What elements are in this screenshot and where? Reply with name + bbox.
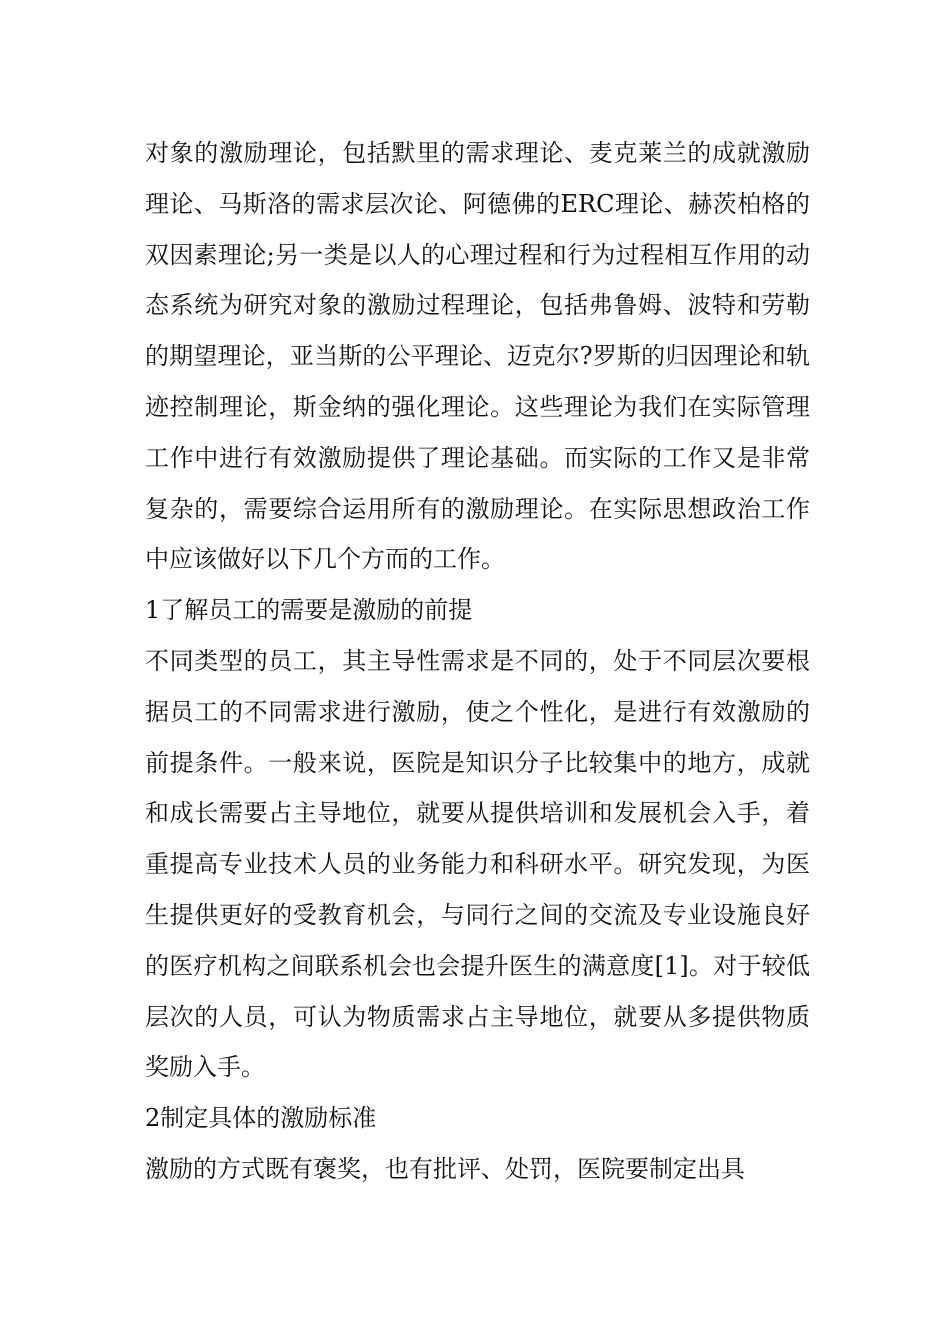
- section-heading-2: 2制定具体的激励标准: [145, 1104, 377, 1133]
- paragraph-incentive-standards: 激励的方式既有褒奖，也有批评、处罚，医院要制定出具: [145, 1154, 745, 1183]
- document-body: [145, 128, 810, 1195]
- paragraph-employee-needs: 不同类型的员工，其主导性需求是不同的，处于不同层次要根据员工的不同需求进行激励，使之个性化，是进行有效激励的前提条件。一般来说，医院是知识分子比较集中的地方，成就和成长需要占主导地位，就要从提供培训和发展机会入手，着重提高专业技术人员的业务能力和科研水平。研究发现，为医生提供更好的受教育机会，与同行之间的交流及专业设施良好的医疗机构之间联系机会也会提升医生的满意度[1]。对于较低层次的人员，可认为物质需求占主导地位，就要从多提供物质奖励入手。: [145, 646, 810, 1082]
- paragraph-motivation-theories: 对象的激励理论，包括默里的需求理论、麦克莱兰的成就激励理论、马斯洛的需求层次论、阿德佛的ERC理论、赫茨柏格的双因素理论;另一类是以人的心理过程和行为过程相互作用的动态系统为研究对象的激励过程理论，包括弗鲁姆、波特和劳勒的期望理论，亚当斯的公平理论、迈克尔?罗斯的归因理论和轨迹控制理论，斯金纳的强化理论。这些理论为我们在实际管理工作中进行有效激励提供了理论基础。而实际的工作又是非常复杂的，需要综合运用所有的激励理论。在实际思想政治工作中应该做好以下几个方而的工作。: [145, 139, 810, 574]
- section-heading-1: 1了解员工的需要是激励的前提: [145, 596, 473, 625]
